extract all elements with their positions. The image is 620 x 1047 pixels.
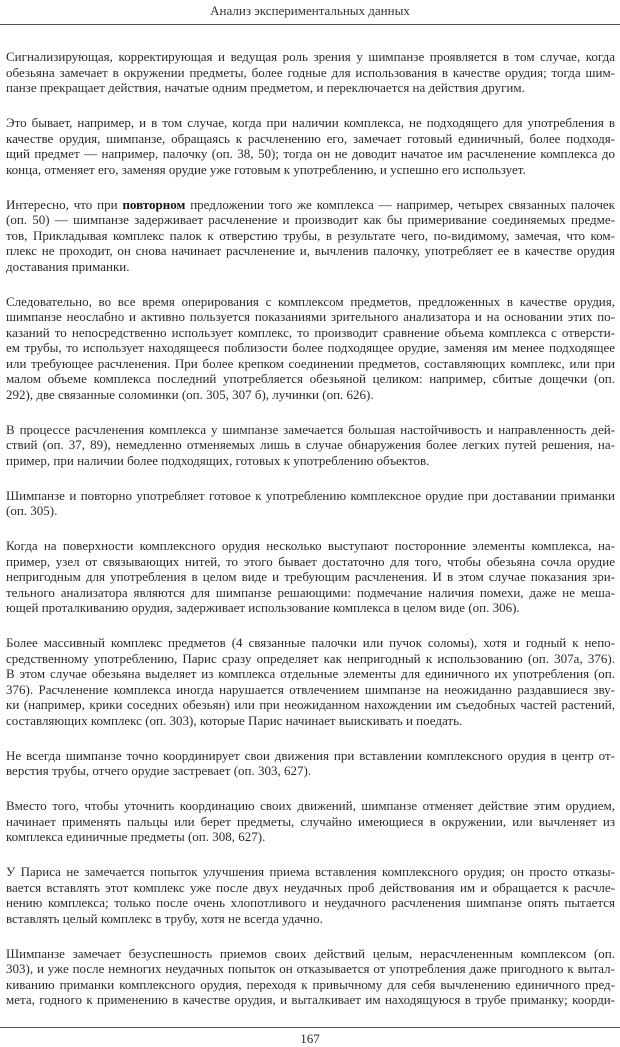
line-text: мета, годного к применению в качестве орудия, и выталкивает им находящуюся в трубе приманку; коорди- [6, 992, 615, 1007]
paragraph [6, 635, 615, 728]
text-line [6, 666, 615, 682]
line-text: В процессе расчленения комплекса у шимпанзе замечается большая настойчивость и направленность дей- [6, 421, 615, 437]
line-text: Шимпанзе замечает безуспешность приемов своих действий целым, нерасчлененным комплексом (оп. [6, 945, 615, 961]
text-line [6, 895, 615, 911]
text-line: доставания приманки. [6, 258, 130, 274]
paragraph [6, 798, 615, 845]
text-line: пример, при наличии более подходящих, готовых к употреблению объектов. [6, 452, 430, 468]
text-line [6, 651, 615, 667]
line-text: Следовательно, во все время оперирования с комплексом предметов, предложенных в качестве орудия, [6, 293, 615, 309]
line-text: ем трубы, то использует находящееся поблизости более подходящее орудие, заменяя им менее подходящее [6, 340, 615, 355]
line-text: ки (например, крики соседних обезьян) или при неожиданном нахождении им съедобных частей растений, [6, 697, 615, 712]
line-text: плекс не проходит, он снова начинает расчленение и, вычленив палочку, употребляет ее в качестве орудия [6, 243, 615, 258]
line-text: пример, узел от связывающих нитей, то этого бывает достаточно для того, чтобы обезьяна сочла орудие [6, 553, 615, 569]
line-text: Вместо того, чтобы уточнить координацию своих движений, шимпанзе отменяет действие этим орудием, [6, 798, 615, 813]
text-line [6, 682, 615, 698]
page-number: 167 [300, 1031, 320, 1046]
text-line [6, 212, 615, 228]
line-text: (оп. 50) — шимпанзе задерживает расчленение и производит как бы примеривание соединяемых предме- [6, 212, 615, 227]
paragraph [6, 49, 615, 96]
paragraph [6, 538, 615, 616]
text-line [6, 880, 615, 896]
text-line [6, 437, 615, 453]
text-line [6, 554, 615, 570]
text-line: конца, отменяет его, заменяя орудие уже готовым к употреблению, и успешно его использует. [6, 161, 526, 177]
text-line [6, 488, 615, 504]
text-line: (оп. 305). [6, 503, 58, 518]
line-text: 376). Расчленение комплекса иногда нарушается отвлечением шимпанзе на неожиданно раздавшиеся зву- [6, 681, 615, 697]
line-text: казаний то непосредственно использует комплекс, то производит сравнение объема комплекса с отверсти- [6, 324, 615, 340]
text-line [6, 294, 615, 310]
page-body [6, 49, 615, 1027]
text-line [6, 115, 615, 131]
text-line [6, 146, 615, 162]
line-text: В этом случае обезьяна выделяет из комплекса отдельные элементы для единичного их употребления (оп. [6, 666, 615, 681]
text-line [6, 864, 615, 880]
text-line [6, 697, 615, 713]
line-text: тельного анализатора являются для шимпанзе решающими: подмечание наличия помехи, даже не меша- [6, 584, 615, 600]
text-line [6, 814, 615, 830]
line-text: Когда на поверхности комплексного орудия несколько выступают посторонние элементы комплекса, на- [6, 538, 615, 553]
line-text: Это бывает, например, и в том случае, когда при наличии комплекса, не подходящего для употребления в [6, 115, 615, 130]
text-line [6, 131, 615, 147]
text-line [6, 748, 615, 764]
text-line: панзе прекращает действия, начатые одним предметом, и переключается на действия другим. [6, 80, 525, 95]
line-text: Более массивный комплекс предметов (4 связанные палочки или пучок соломы), хотя и годный к непо- [6, 635, 615, 650]
text-line [6, 356, 615, 372]
line-text: средственному употреблению, Парис сразу определяет как непригодный к использованию (оп. 307а, 376). [6, 650, 615, 666]
text-line [6, 197, 615, 213]
text-segment: Интересно, что при [6, 196, 123, 212]
text-line [6, 371, 615, 387]
line-text: малом объеме комплекса последний употребляется обезьяной целиком: например, сбитые дощечки (оп. [6, 371, 615, 386]
paragraph [6, 946, 615, 1008]
text-line [6, 798, 615, 814]
text-line [6, 340, 615, 356]
line-text: обезьяна замечает в окружении предметы, более годные для использования в качестве орудия; тогда шим- [6, 64, 615, 80]
text-line [6, 422, 615, 438]
footer-divider [0, 1027, 620, 1028]
text-line [6, 635, 615, 651]
text-line [6, 228, 615, 244]
text-line [6, 325, 615, 341]
text-line [6, 961, 615, 977]
paragraph [6, 488, 615, 519]
text-line: комплекса единичные предметы (оп. 308, 627). [6, 829, 266, 844]
text-line: вставлять целый комплекс в трубу, хотя не всегда удачно. [6, 910, 323, 926]
text-segment: предложении того же комплекса — например, четырех связанных палочек [185, 196, 615, 212]
line-text: нению комплекса; только после очень хлопотливого и неудачного расчленения шимпанзе опять пытается [6, 895, 615, 910]
line-text: Не всегда шимпанзе точно координирует свои движения при вставлении комплексного орудия в центр от- [6, 747, 615, 763]
line-text: или требующее расчленения. При более крепком соединении предметов, составляющих комплекс, или при [6, 355, 615, 371]
text-line [6, 585, 615, 601]
text-line: ющей проталкиванию орудия, задерживает использование комплекса в целом виде (оп. 306). [6, 600, 520, 615]
line-text: вается вставлять этот комплекс уже после двух неудачных проб действования им и обращается к расчле- [6, 879, 615, 895]
text-line [6, 992, 615, 1008]
paragraph [6, 864, 615, 926]
line-text: У Париса не замечается попыток улучшения приема вставления комплексного орудия; он просто отказы- [6, 864, 615, 879]
emphasized-text: повторном [122, 196, 186, 212]
paragraph [6, 115, 615, 177]
line-text: щий предмет — например, палочку (оп. 38, 50); тогда он не доводит начатое им расчленение комплекса до [6, 146, 615, 161]
text-line [6, 946, 615, 962]
line-text: шимпанзе неослабно и активно пользуется показаниями зрительного анализатора и на основании этих по- [6, 309, 615, 324]
text-line [6, 49, 615, 65]
line-text: Шимпанзе и повторно употребляет готовое к употреблению комплексное орудие при доставании приманки [6, 487, 615, 503]
text-line: верстия трубы, отчего орудие застревает (оп. 303, 627). [6, 763, 312, 778]
paragraph [6, 422, 615, 469]
line-text: тов, Прикладывая комплекс палок к отверстию трубы, в результате чего, по-видимому, замечая, что ком- [6, 227, 615, 243]
line-text: киванию приманки комплексного орудия, переходя к привычному для себя вычленению единичного пред- [6, 976, 615, 992]
line-text: Сигнализирующая, корректирующая и ведущая роль зрения у шимпанзе проявляется в том случае, когда [6, 49, 615, 64]
text-line [6, 569, 615, 585]
paragraph [6, 294, 615, 403]
line-text: 303), и уже после немногих неудачных попыток он отказывается от употребления даже пригодного к вытал- [6, 961, 615, 976]
text-line [6, 65, 615, 81]
line-text: непригодным для употребления в целом виде и требующим расчленения. И в этом случае показания зри- [6, 569, 615, 584]
text-line: 292), две связанные соломинки (оп. 305, 307 б), лучинки (оп. 626). [6, 386, 374, 402]
text-line [6, 309, 615, 325]
text-line: составляющих комплекс (оп. 303), которые Парис начинает выискивать и поедать. [6, 712, 463, 728]
line-text: ствий (оп. 37, 89), немедленно отменяемых лишь в случае обнаружения более легких путей решения, на- [6, 437, 615, 452]
paragraph [6, 748, 615, 779]
running-header [0, 0, 620, 25]
line-text: качестве орудия, шимпанзе, обращаясь к расчленению его, замечает готовый единичный, более подходя- [6, 130, 615, 146]
paragraph [6, 197, 615, 275]
text-line [6, 243, 615, 259]
line-text: начинает применять пальцы или берет предметы, случайно имеющиеся в окружении, или вычленяет из [6, 813, 615, 829]
running-header-title: Анализ экспериментальных данных [210, 3, 410, 18]
text-line [6, 977, 615, 993]
text-line [6, 538, 615, 554]
